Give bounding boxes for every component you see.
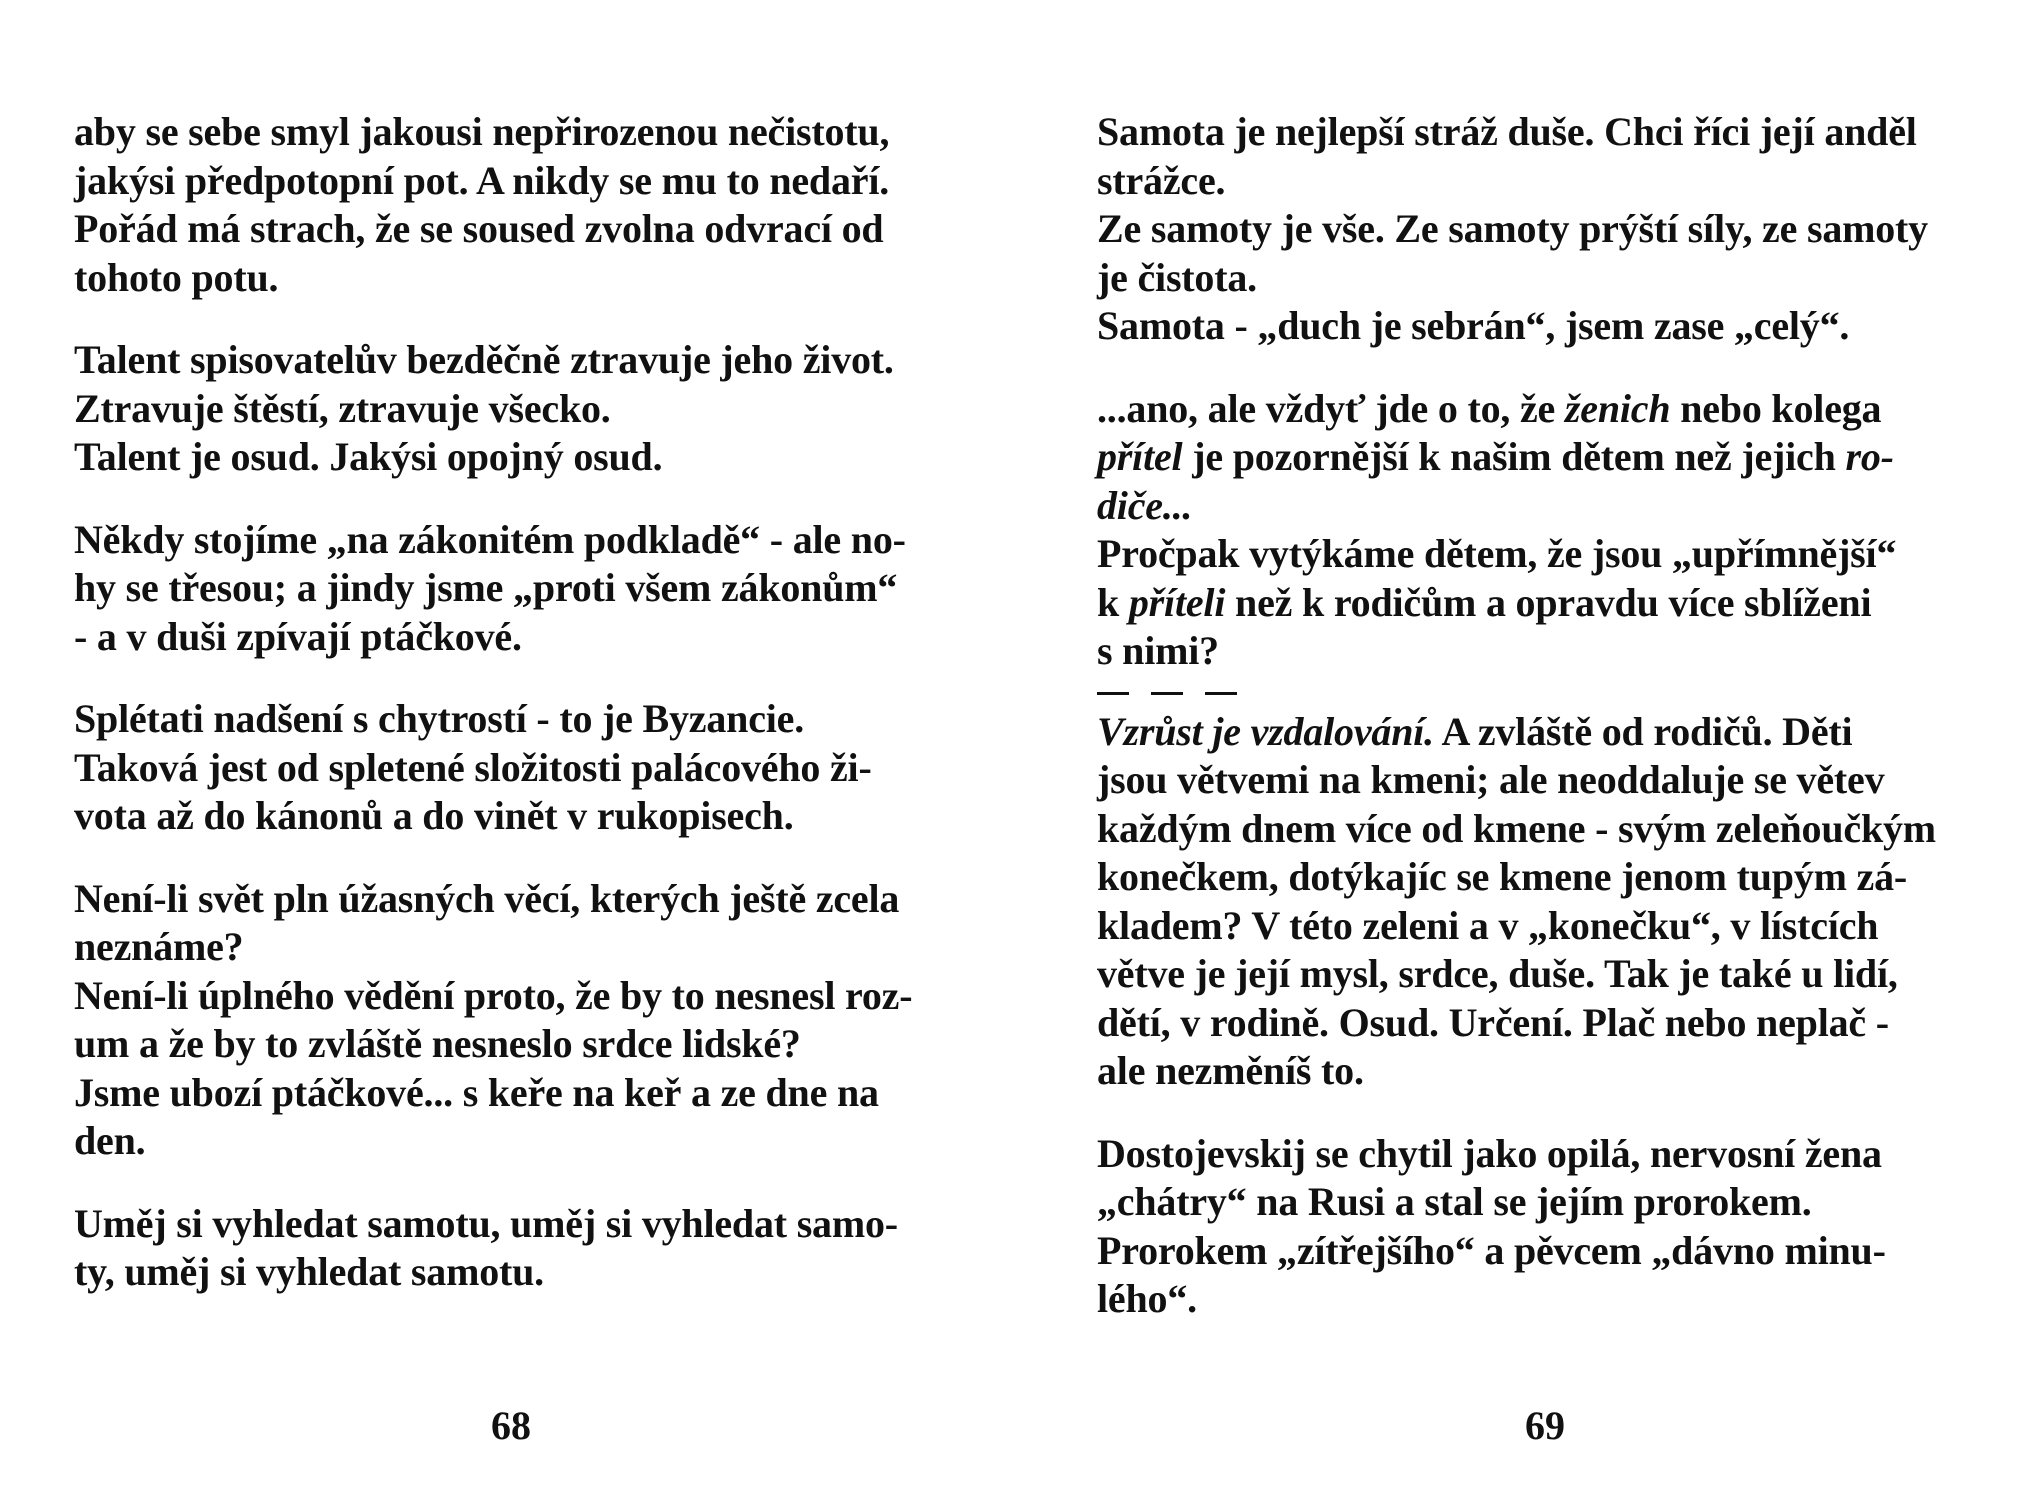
italic-term: přítel: [1097, 434, 1183, 479]
text-line: Dostojevskij se chytil jako opilá, nervosní žena: [1097, 1130, 1882, 1176]
text-segment: je pozornější k našim dětem než jejich: [1182, 434, 1846, 479]
page-number: 69: [1525, 1403, 1565, 1448]
text-line: ty, uměj si vyhledat samotu.: [74, 1249, 544, 1294]
text-segment: než k rodičům a opravdu více sblíženi: [1225, 579, 1872, 625]
text-line: [1097, 708, 1997, 757]
right-page-text: [1097, 108, 1997, 1358]
dash: [1205, 692, 1237, 695]
text-line: konečkem, dotýkajíc se kmene jenom tupým zá-: [1097, 854, 1908, 899]
italic-term: ro-: [1845, 434, 1894, 479]
right-paragraph-4: [1097, 1130, 1997, 1324]
text-line: je čistota.: [1097, 254, 1257, 300]
text-line: Talent spisovatelův bezděčně ztravuje jeho život.: [74, 337, 894, 382]
text-segment: k: [1097, 579, 1129, 625]
text-line: Samota je nejlepší stráž duše. Chci říci její anděl: [1097, 109, 1917, 154]
left-paragraph-5: [74, 875, 964, 1166]
italic-term: Vzrůst je vzdalování.: [1097, 708, 1434, 754]
dash-separator: [1097, 682, 1997, 695]
right-paragraph-1: [1097, 108, 1997, 351]
text-line: jsou větvemi na kmeni; ale neoddaluje se větev: [1097, 757, 1885, 802]
text-line: Taková jest od spletené složitosti palácového ži-: [74, 744, 872, 790]
left-paragraph-4: [74, 695, 964, 841]
dash: [1151, 692, 1183, 695]
page-number: 68: [491, 1403, 531, 1448]
text-line: ale nezměníš to.: [1097, 1048, 1364, 1093]
text-line: jakýsi předpotopní pot. A nikdy se mu to nedaří.: [74, 157, 890, 203]
text-line: Splétati nadšení s chytrostí - to je Byzancie.: [74, 696, 805, 741]
text-line: Samota - „duch je sebrán“, jsem zase „celý“.: [1097, 303, 1850, 348]
right-paragraph-3: [1097, 708, 1997, 1096]
italic-term: diče...: [1097, 482, 1193, 528]
section-divider: [1097, 682, 1997, 708]
text-line: Pořád má strach, že se soused zvolna odvrací od: [74, 206, 884, 251]
right-page: [1017, 0, 2034, 1500]
text-line: Někdy stojíme „na zákonitém podkladě“ - ale no-: [74, 516, 906, 562]
left-page-text: [74, 108, 964, 1331]
text-line: Pročpak vytýkáme dětem, že jsou „upřímnější“: [1097, 531, 1897, 576]
text-line: každým dnem více od kmene - svým zeleňoučkým: [1097, 805, 1936, 851]
text-line: hy se třesou; a jindy jsme „proti všem zákonům“: [74, 565, 898, 610]
text-line: [1097, 433, 1997, 482]
right-paragraph-2: [1097, 385, 1997, 676]
text-line: um a že by to zvláště nesneslo srdce lidské?: [74, 1021, 801, 1066]
italic-term: ženich: [1564, 385, 1671, 431]
text-line: [1097, 579, 1997, 628]
text-line: aby se sebe smyl jakousi nepřirozenou nečistotu,: [74, 109, 890, 154]
left-paragraph-3: [74, 516, 964, 662]
text-line: „chátry“ na Rusi a stal se jejím prorokem.: [1097, 1179, 1812, 1224]
left-paragraph-1: [74, 108, 964, 302]
text-line: Není-li úplného vědění proto, že by to nesnesl roz-: [74, 972, 913, 1018]
left-paragraph-2: [74, 336, 964, 482]
text-line: den.: [74, 1118, 146, 1163]
text-line: Talent je osud. Jakýsi opojný osud.: [74, 434, 663, 479]
text-line: tohoto potu.: [74, 254, 279, 300]
text-line: [1097, 385, 1997, 434]
text-line: s nimi?: [1097, 628, 1219, 673]
text-segment: ...ano, ale vždyť jde o to, že: [1097, 385, 1565, 431]
text-line: [1097, 482, 1997, 531]
text-line: kladem? V této zeleni a v „konečku“, v lístcích: [1097, 902, 1879, 948]
text-line: Není-li svět pln úžasných věcí, kterých ještě zcela: [74, 875, 900, 921]
dash: [1097, 692, 1129, 695]
text-line: Ztravuje štěstí, ztravuje všecko.: [74, 385, 611, 431]
text-segment: A zvláště od rodičů. Děti: [1433, 708, 1853, 754]
text-line: Jsme ubozí ptáčkové... s keře na keř a ze dne na: [74, 1069, 879, 1115]
text-line: - a v duši zpívají ptáčkové.: [74, 613, 522, 659]
italic-term: příteli: [1128, 579, 1226, 625]
text-line: lého“.: [1097, 1276, 1197, 1321]
text-line: vota až do kánonů a do vinět v rukopisech.: [74, 793, 794, 838]
text-line: Ze samoty je vše. Ze samoty prýští síly, ze samoty: [1097, 206, 1928, 251]
text-line: Uměj si vyhledat samotu, uměj si vyhledat samo-: [74, 1200, 898, 1246]
text-line: větve je její mysl, srdce, duše. Tak je také u lidí,: [1097, 951, 1898, 996]
text-segment: nebo kolega: [1670, 385, 1882, 431]
text-line: Prorokem „zítřejšího“ a pěvcem „dávno minu-: [1097, 1227, 1886, 1273]
text-line: neznáme?: [74, 924, 244, 969]
left-paragraph-6: [74, 1200, 964, 1297]
text-line: dětí, v rodině. Osud. Určení. Plač nebo neplač -: [1097, 999, 1889, 1045]
text-line: strážce.: [1097, 157, 1226, 203]
